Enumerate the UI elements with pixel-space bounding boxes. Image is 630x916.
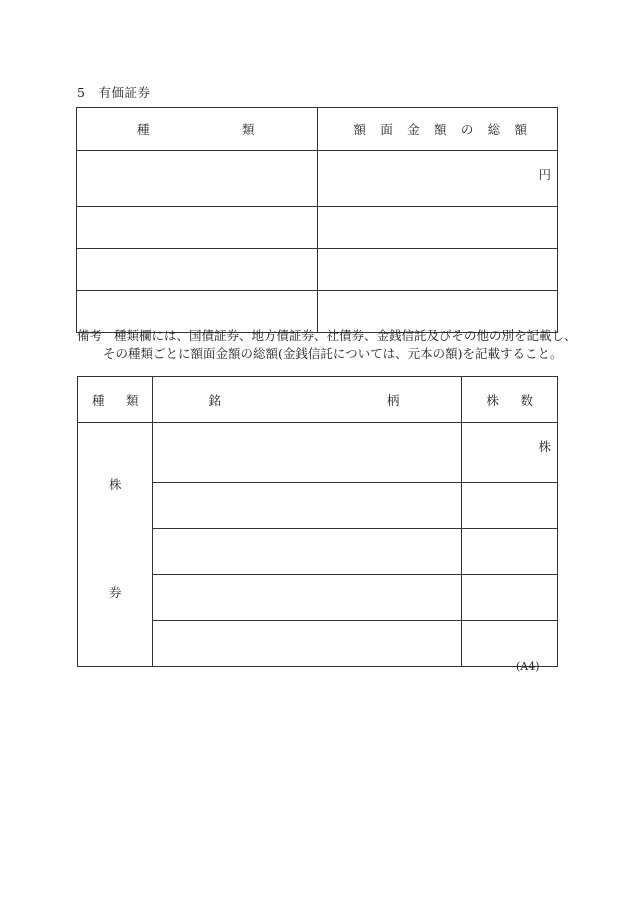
table-row (77, 249, 558, 291)
header-total-char: 金 (407, 122, 420, 137)
remarks-note (77, 327, 577, 363)
header-kind-char: 類 (241, 122, 255, 137)
brand-cell[interactable] (153, 423, 462, 483)
header-kind (78, 377, 153, 423)
header-kind (77, 108, 318, 151)
remarks-label: 備考 (77, 328, 103, 343)
table-row (77, 151, 558, 207)
header-qty-char: 株 (486, 392, 499, 408)
stock-kind-char: 券 (108, 585, 122, 600)
paper-size-label: (A4) (516, 660, 540, 673)
header-share-count (462, 377, 558, 423)
header-qty-char: 数 (520, 392, 533, 408)
section-title: 5 有価証券 (77, 85, 151, 100)
stock-kind-cell (78, 423, 153, 667)
brand-cell[interactable] (153, 575, 462, 621)
header-kind-char: 種 (92, 392, 105, 408)
header-total-char: 額 (433, 122, 447, 137)
header-total-face-value (317, 108, 558, 151)
header-total-char: 面 (380, 122, 393, 137)
share-count-cell[interactable] (462, 483, 558, 529)
stock-kind-char: 株 (108, 477, 122, 492)
remarks-line-2 (77, 345, 577, 363)
header-kind-char: 種 (137, 122, 150, 137)
share-unit: 株 (538, 439, 551, 454)
header-total-char: 額 (514, 122, 527, 137)
remarks-text-1: 種類欄には、国債証券、地方債証券、社債券、金銭信託及びその他の別を記載し、 (114, 328, 577, 343)
header-brand-char: 銘 (208, 392, 221, 408)
share-count-cell[interactable] (462, 423, 558, 483)
total-cell[interactable] (317, 207, 558, 249)
table-row (78, 423, 558, 483)
kind-cell[interactable] (77, 207, 318, 249)
header-kind-char: 類 (125, 392, 139, 408)
kind-cell[interactable] (77, 249, 318, 291)
remarks-text-2: その種類ごとに額面金額の総額(金銭信託については、元本の額)を記載すること。 (103, 346, 563, 361)
header-brand (153, 377, 462, 423)
yen-unit: 円 (538, 167, 551, 182)
table-header-row (77, 108, 558, 151)
brand-cell[interactable] (153, 621, 462, 667)
stocks-table (77, 376, 558, 667)
table-header-row (78, 377, 558, 423)
securities-table (76, 107, 558, 333)
share-count-cell[interactable] (462, 529, 558, 575)
header-total-char: の (460, 122, 474, 137)
kind-cell[interactable] (77, 151, 318, 207)
share-count-cell[interactable] (462, 575, 558, 621)
header-total-char: 額 (353, 122, 367, 137)
total-cell[interactable] (317, 249, 558, 291)
brand-cell[interactable] (153, 483, 462, 529)
brand-cell[interactable] (153, 529, 462, 575)
header-brand-char: 柄 (386, 392, 400, 408)
share-count-cell[interactable] (462, 621, 558, 667)
total-cell[interactable] (317, 151, 558, 207)
table-row (77, 207, 558, 249)
header-total-char: 総 (487, 122, 501, 137)
remarks-line-1 (77, 327, 577, 345)
